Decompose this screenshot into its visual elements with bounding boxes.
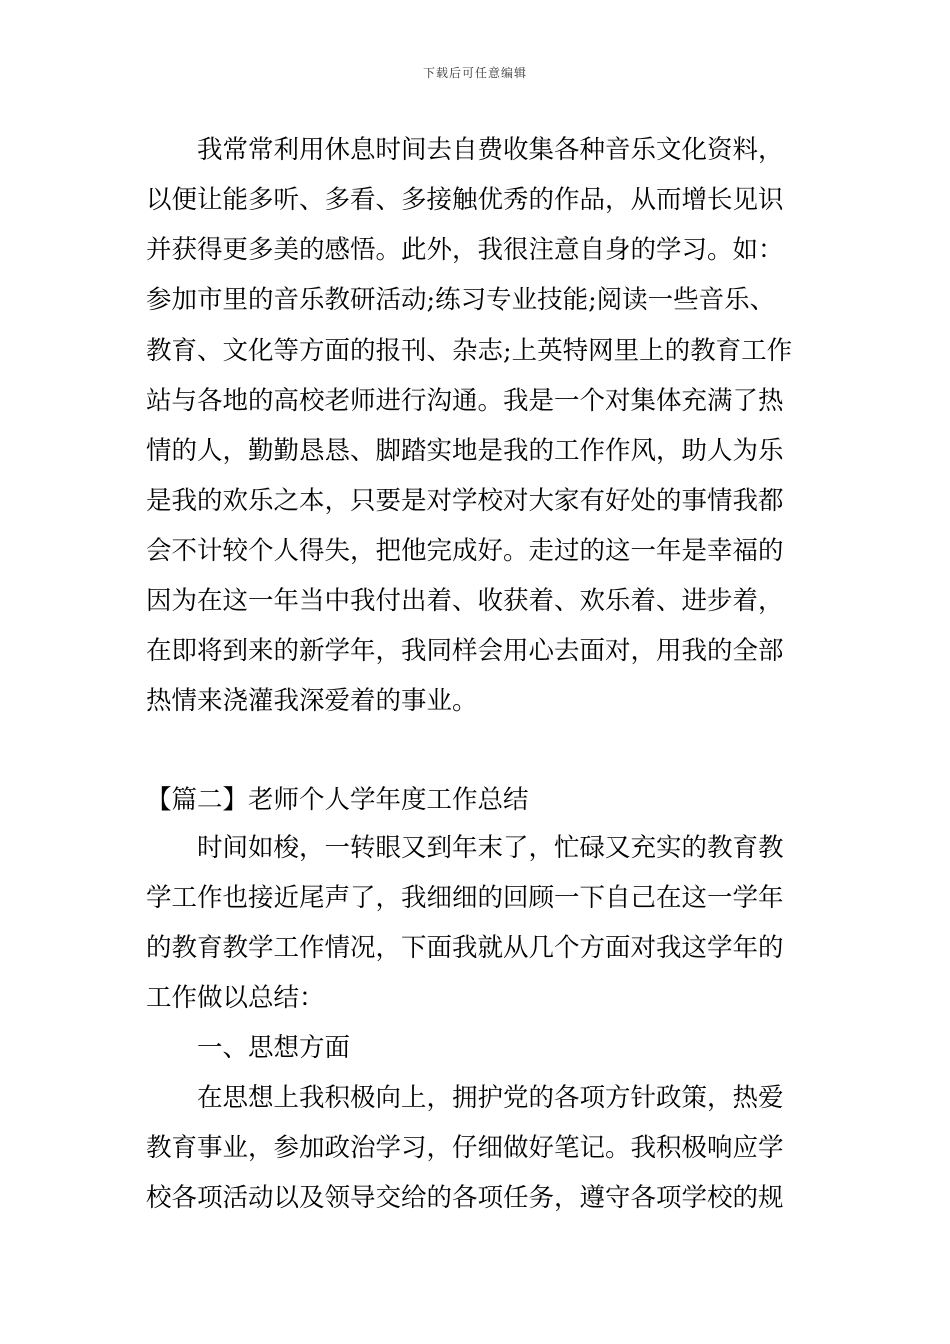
paragraph-line: 校各项活动以及领导交给的各项任务，遵守各项学校的规 [146,1183,784,1213]
paragraph-line: 教育、文化等方面的报刊、杂志;上英特网里上的教育工作 [146,336,793,366]
subsection-heading: 一、思想方面 [146,1033,351,1063]
paragraph-line: 并获得更多美的感悟。此外，我很注意自身的学习。如： [146,235,784,265]
paragraph-line: 情的人，勤勤恳恳、脚踏实地是我的工作作风，助人为乐 [146,436,784,466]
paragraph-line: 教育事业，参加政治学习，仔细做好笔记。我积极响应学 [146,1133,784,1163]
page-header-note: 下载后可任意编辑 [422,66,527,80]
paragraph-line: 因为在这一年当中我付出着、收获着、欢乐着、进步着， [146,586,784,616]
paragraph-line: 在即将到来的新学年，我同样会用心去面对，用我的全部 [146,636,784,666]
paragraph-line: 的教育教学工作情况，下面我就从几个方面对我这学年的 [146,933,784,963]
paragraph-line: 时间如梭，一转眼又到年末了，忙碌又充实的教育教 [146,833,784,863]
paragraph-line: 以便让能多听、多看、多接触优秀的作品，从而增长见识 [146,185,784,215]
paragraph-line: 站与各地的高校老师进行沟通。我是一个对集体充满了热 [146,386,784,416]
paragraph-line: 学工作也接近尾声了，我细细的回顾一下自己在这一学年 [146,883,784,913]
paragraph-line: 会不计较个人得失，把他完成好。走过的这一年是幸福的 [146,536,784,566]
paragraph-line: 工作做以总结： [146,983,325,1013]
paragraph-line: 热情来浇灌我深爱着的事业。 [146,686,478,716]
section-heading: 【篇二】老师个人学年度工作总结 [146,785,529,815]
paragraph-line: 是我的欢乐之本，只要是对学校对大家有好处的事情我都 [146,486,784,516]
paragraph-line: 参加市里的音乐教研活动;练习专业技能;阅读一些音乐、 [146,285,776,315]
paragraph-line: 在思想上我积极向上，拥护党的各项方针政策，热爱 [146,1083,784,1113]
paragraph-line: 我常常利用休息时间去自费收集各种音乐文化资料， [146,135,784,165]
